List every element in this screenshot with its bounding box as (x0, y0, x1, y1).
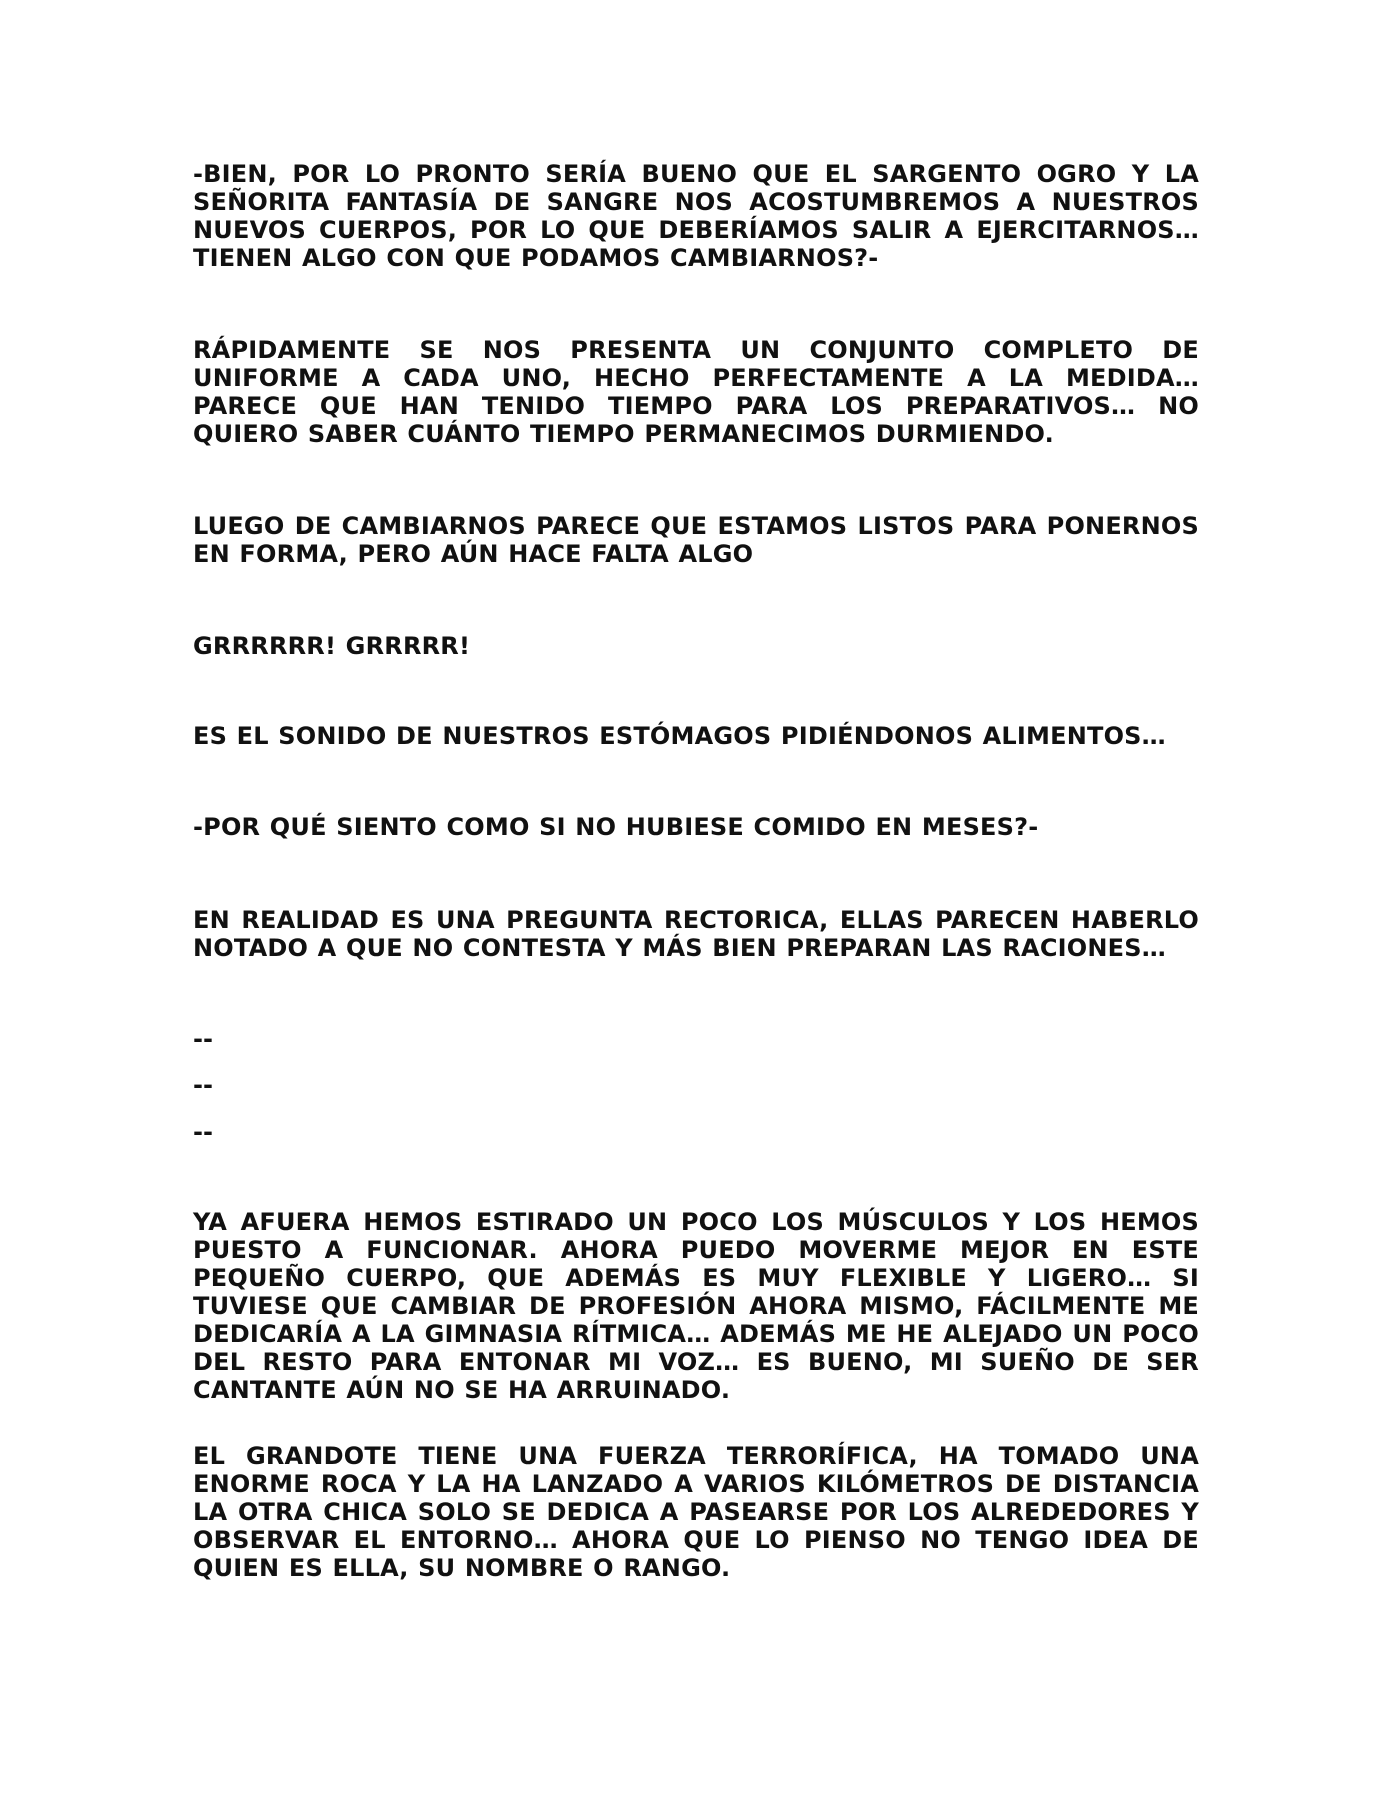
paragraph-9: EL GRANDOTE TIENE UNA FUERZA TERRORÍFICA, HA TOMADO UNA ENORME ROCA Y LA HA LANZADO A VARIOS KILÓMETROS DE DISTANCIA LA OTRA CHICA SOLO SE DEDICA A PASEARSE POR LOS ALREDEDORES Y OBSERVAR EL ENTORNO… AHORA QUE LO PIENSO NO TENGO IDEA DE QUIEN ES ELLA, SU NOMBRE O RANGO. (193, 1442, 1199, 1582)
paragraph-2: RÁPIDAMENTE SE NOS PRESENTA UN CONJUNTO COMPLETO DE UNIFORME A CADA UNO, HECHO PERFECTAMENTE A LA MEDIDA… PARECE QUE HAN TENIDO TIEMPO PARA LOS PREPARATIVOS… NO QUIERO SABER CUÁNTO TIEMPO PERMANECIMOS DURMIENDO. (193, 336, 1199, 448)
separator-1: -- (193, 1025, 213, 1053)
paragraph-4: GRRRRRR! GRRRRR! (193, 632, 471, 660)
separator-3: -- (193, 1118, 213, 1146)
paragraph-6: -POR QUÉ SIENTO COMO SI NO HUBIESE COMIDO EN MESES?- (193, 813, 1039, 841)
paragraph-7: EN REALIDAD ES UNA PREGUNTA RECTORICA, ELLAS PARECEN HABERLO NOTADO A QUE NO CONTESTA Y MÁS BIEN PREPARAN LAS RACIONES… (193, 906, 1199, 962)
separator-2: -- (193, 1071, 213, 1099)
paragraph-8: YA AFUERA HEMOS ESTIRADO UN POCO LOS MÚSCULOS Y LOS HEMOS PUESTO A FUNCIONAR. AHORA PUEDO MOVERME MEJOR EN ESTE PEQUEÑO CUERPO, QUE ADEMÁS ES MUY FLEXIBLE Y LIGERO… SI TUVIESE QUE CAMBIAR DE PROFESIÓN AHORA MISMO, FÁCILMENTE ME DEDICARÍA A LA GIMNASIA RÍTMICA… ADEMÁS ME HE ALEJADO UN POCO DEL RESTO PARA ENTONAR MI VOZ… ES BUENO, MI SUEÑO DE SER CANTANTE AÚN NO SE HA ARRUINADO. (193, 1208, 1199, 1404)
paragraph-1: -BIEN, POR LO PRONTO SERÍA BUENO QUE EL SARGENTO OGRO Y LA SEÑORITA FANTASÍA DE SANGRE NOS ACOSTUMBREMOS A NUESTROS NUEVOS CUERPOS, POR LO QUE DEBERÍAMOS SALIR A EJERCITARNOS… TIENEN ALGO CON QUE PODAMOS CAMBIARNOS?- (193, 160, 1199, 272)
paragraph-3: LUEGO DE CAMBIARNOS PARECE QUE ESTAMOS LISTOS PARA PONERNOS EN FORMA, PERO AÚN HACE FALTA ALGO (193, 512, 1199, 568)
paragraph-5: ES EL SONIDO DE NUESTROS ESTÓMAGOS PIDIÉNDONOS ALIMENTOS… (193, 722, 1166, 750)
